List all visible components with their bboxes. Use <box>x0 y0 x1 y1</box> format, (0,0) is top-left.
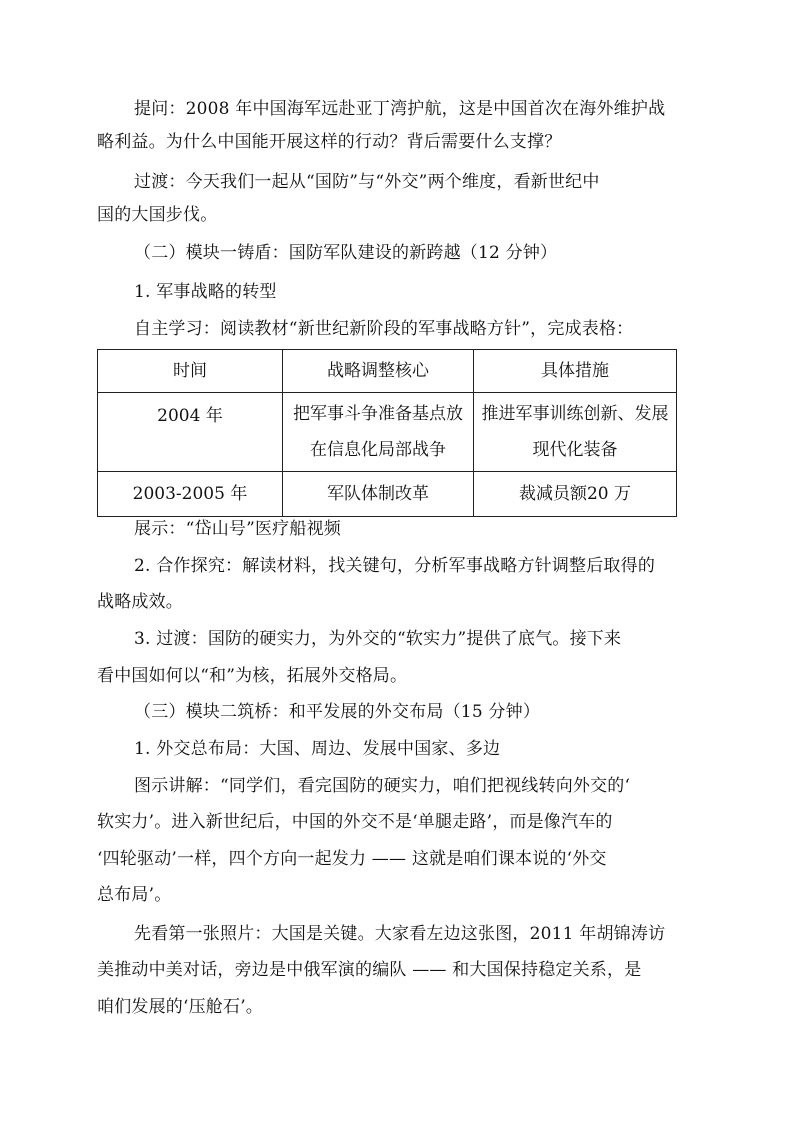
module-two-heading: （三）模块二筑桥：和平发展的外交布局（15 分钟） <box>134 702 541 722</box>
transition-line-1: 过渡：今天我们一起从“国防”与“外交”两个维度，看新世纪中 <box>134 172 600 192</box>
question-line-2: 略利益。为什么中国能开展这样的行动？背后需要什么支撑？ <box>97 132 562 152</box>
cooperation-line-1: 2. 合作探究：解读材料，找关键句，分析军事战略方针调整后取得的 <box>134 556 656 576</box>
photo-line-3: 咱们发展的‘压舱石’。 <box>97 997 264 1017</box>
strategy-table <box>97 349 677 517</box>
transition-line-2: 国的大国步伐。 <box>97 205 218 225</box>
diagram-line-3: ‘四轮驱动’一样，四个方向一起发力 —— 这就是咱们课本说的‘外交 <box>97 849 607 869</box>
section-diplomacy-layout: 1. 外交总布局：大国、周边、发展中国家、多边 <box>134 739 501 759</box>
diagram-line-4: 总布局’。 <box>97 885 172 905</box>
table-header-measures: 具体措施 <box>474 350 677 393</box>
diagram-line-1: 图示讲解：“同学们，看完国防的硬实力，咱们把视线转向外交的‘ <box>134 776 631 796</box>
table-cell-measures: 推进军事训练创新、发展现代化装备 <box>474 393 677 472</box>
photo-line-2: 美推动中美对话，旁边是中俄军演的编队 —— 和大国保持稳定关系，是 <box>97 960 642 980</box>
cooperation-line-2: 战略成效。 <box>97 592 183 612</box>
table-cell-measures: 裁减员额20 万 <box>474 472 677 517</box>
module-one-heading: （二）模块一铸盾：国防军队建设的新跨越（12 分钟） <box>134 243 558 263</box>
table-row <box>98 472 677 517</box>
show-video-line: 展示：“岱山号”医疗船视频 <box>134 519 341 539</box>
self-study-line: 自主学习：阅读教材“新世纪新阶段的军事战略方针”，完成表格： <box>134 319 634 339</box>
table-row <box>98 393 677 472</box>
section-military-strategy: 1. 军事战略的转型 <box>134 282 277 302</box>
table-header-core: 战略调整核心 <box>283 350 474 393</box>
table-cell-time: 2004 年 <box>98 393 283 472</box>
table-cell-time: 2003-2005 年 <box>98 472 283 517</box>
table-header-row <box>98 350 677 393</box>
question-line-1: 提问：2008 年中国海军远赴亚丁湾护航，这是中国首次在海外维护战 <box>134 99 666 119</box>
photo-line-1: 先看第一张照片：大国是关键。大家看左边这张图，2011 年胡锦涛访 <box>134 924 666 944</box>
transition-three-line-1: 3. 过渡：国防的硬实力，为外交的“软实力”提供了底气。接下来 <box>134 629 622 649</box>
transition-three-line-2: 看中国如何以“和”为核，拓展外交格局。 <box>97 666 408 686</box>
table-header-time: 时间 <box>98 350 283 393</box>
table-cell-core: 军队体制改革 <box>283 472 474 517</box>
diagram-line-2: 软实力’。进入新世纪后，中国的外交不是‘单腿走路’，而是像汽车的 <box>97 812 613 832</box>
table-cell-core: 把军事斗争准备基点放在信息化局部战争 <box>283 393 474 472</box>
